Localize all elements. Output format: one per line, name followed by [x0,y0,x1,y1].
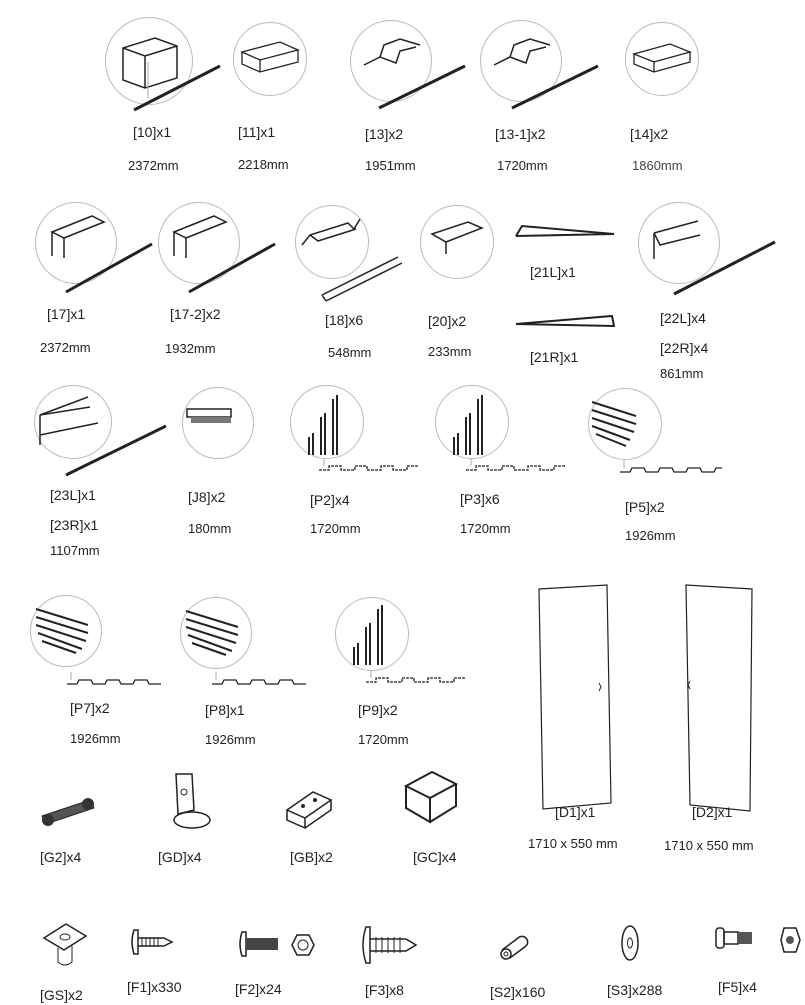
part-p5-panel-icon [590,398,640,450]
part-s3-label: [S3]x288 [607,982,663,998]
door-d1-icon [535,583,615,813]
part-23l-label: [23L]x1 [50,487,96,503]
part-17-2-rod-icon [185,240,280,295]
part-p2-profile-icon [315,458,425,474]
door-d2-label: [D2]x1 [692,804,733,820]
part-p8-label: [P8]x1 [205,702,245,718]
part-f2-nut-icon [290,933,316,959]
part-p3-profile-icon [462,458,572,474]
part-21l-brace-icon [514,224,616,240]
part-s2-spacer-icon [496,932,532,962]
part-23-size: 1107mm [50,543,100,558]
part-f2-label: [F2]x24 [235,981,282,997]
part-p8-size: 1926mm [205,732,256,747]
part-f2-bolt-icon [238,930,288,960]
part-f5-bolt-icon [714,926,764,952]
part-17-label: [17]x1 [47,306,86,322]
part-17-2-size: 1932mm [165,341,216,356]
door-d2-icon [682,583,762,815]
part-gd-bracket-icon [162,770,212,832]
part-22l-label: [22L]x4 [660,310,706,326]
part-11-size: 2218mm [238,157,289,172]
part-p5-profile-icon [618,460,728,476]
part-17-size: 2372mm [40,340,91,355]
part-20-size: 233mm [428,344,472,359]
part-p2-size: 1720mm [310,521,361,536]
part-p7-size: 1926mm [70,731,121,746]
part-g2-label: [G2]x4 [40,849,82,865]
part-p8-panel-icon [184,607,244,659]
part-gd-label: [GD]x4 [158,849,202,865]
part-17-rod-icon [62,240,157,295]
part-p3-size: 1720mm [460,521,511,536]
part-p2-label: [P2]x4 [310,492,350,508]
part-18-profile-icon [298,215,408,300]
part-p9-size: 1720mm [358,732,409,747]
part-p7-panel-icon [34,605,94,657]
part-14-profile-icon [632,42,692,78]
part-11-profile-icon [240,40,300,80]
part-23-rod-icon [64,422,169,478]
part-gs-plate-icon [40,920,90,970]
part-p7-profile-icon [65,672,165,688]
door-d1-label: [D1]x1 [555,804,596,820]
part-20-profile-icon [428,220,488,260]
part-10-size: 2372mm [128,158,179,173]
part-13-label: [13]x2 [365,126,404,142]
part-18-size: 548mm [328,345,372,360]
part-s2-label: [S2]x160 [490,984,546,1000]
part-22-size: 861mm [660,366,704,381]
part-p7-label: [P7]x2 [70,700,110,716]
part-p3-panel-icon [450,393,490,457]
part-11-label: [11]x1 [238,124,276,140]
part-gs-label: [GS]x2 [40,987,83,1003]
part-22-rod-icon [670,238,780,298]
door-d1-size: 1710 x 550 mm [528,836,618,851]
part-p8-profile-icon [210,672,310,688]
part-20-label: [20]x2 [428,313,467,329]
part-23r-label: [23R]x1 [50,517,99,533]
part-gb-bracket-icon [283,788,335,832]
part-10-rod-icon [130,62,225,112]
part-j8-bracket-icon [185,405,235,430]
part-p3-label: [P3]x6 [460,491,500,507]
part-j8-label: [J8]x2 [188,489,226,505]
part-21r-label: [21R]x1 [530,349,579,365]
part-21l-label: [21L]x1 [530,264,576,280]
part-f3-screw-icon [360,925,430,965]
part-f3-label: [F3]x8 [365,982,404,998]
part-f5-nut-icon [780,926,802,954]
part-p9-label: [P9]x2 [358,702,398,718]
part-p5-label: [P5]x2 [625,499,665,515]
part-13-1-size: 1720mm [497,158,548,173]
part-17-2-label: [17-2]x2 [170,306,221,322]
part-13-size: 1951mm [365,158,416,173]
part-p5-size: 1926mm [625,528,676,543]
part-p9-panel-icon [350,603,390,667]
part-f1-label: [F1]x330 [127,979,182,995]
part-18-label: [18]x6 [325,312,364,328]
door-d2-size: 1710 x 550 mm [664,838,754,853]
part-13-rod-icon [375,62,470,112]
part-14-size: 1860mm [632,158,683,173]
part-gc-label: [GC]x4 [413,849,457,865]
part-gb-label: [GB]x2 [290,849,333,865]
part-22r-label: [22R]x4 [660,340,709,356]
part-p2-panel-icon [305,393,345,457]
part-g2-roller-icon [38,792,98,832]
part-21r-brace-icon [514,314,616,330]
part-gc-corner-icon [402,768,460,826]
part-p9-profile-icon [362,670,472,686]
part-13-1-rod-icon [508,62,603,112]
part-14-label: [14]x2 [630,126,669,142]
part-j8-size: 180mm [188,521,232,536]
part-s3-washer-icon [618,923,642,963]
part-10-label: [10]x1 [133,124,172,140]
part-13-1-label: [13-1]x2 [495,126,546,142]
part-f5-label: [F5]x4 [718,979,757,995]
part-f1-screw-icon [130,928,180,958]
